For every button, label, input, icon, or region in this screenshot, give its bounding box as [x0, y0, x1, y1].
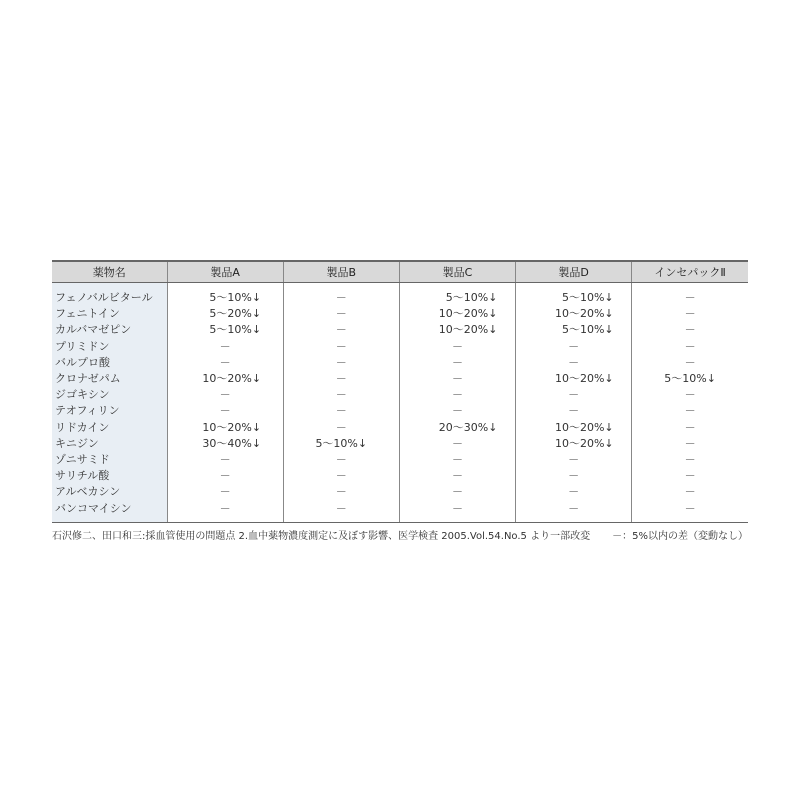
cell-value: －	[451, 339, 463, 353]
drug-name-cell: フェニトイン	[52, 305, 167, 321]
product-b-cell	[283, 467, 399, 483]
cell-value: －	[568, 485, 580, 499]
product-d-cell	[516, 283, 632, 306]
cell-value: 10～20%↓	[554, 420, 614, 434]
table-header-row	[52, 261, 748, 283]
cell-value: －	[451, 372, 463, 386]
cell-value: －	[219, 485, 231, 499]
drug-name-cell: フェノバルビタール	[52, 283, 167, 306]
cell-value: －	[451, 501, 463, 515]
product-d-cell	[516, 305, 632, 321]
cell-value: 5～10%↓	[209, 323, 262, 337]
product-a-cell	[167, 451, 283, 467]
cell-value: －	[335, 291, 347, 305]
cell-value: －	[451, 469, 463, 483]
product-a-cell	[167, 370, 283, 386]
product-d-cell	[516, 386, 632, 402]
product-b-cell	[283, 402, 399, 418]
cell-value: －	[684, 501, 696, 515]
header-product-a: 製品A	[167, 261, 283, 283]
cell-value: 5～20%↓	[209, 307, 262, 321]
cell-value: －	[219, 388, 231, 402]
cell-value: 5～10%↓	[445, 291, 498, 305]
product-a-cell	[167, 467, 283, 483]
product-b-cell	[283, 451, 399, 467]
product-c-cell	[399, 483, 515, 499]
cell-value: －	[568, 355, 580, 369]
cell-value: －	[335, 355, 347, 369]
product-a-cell	[167, 338, 283, 354]
product-d-cell	[516, 354, 632, 370]
cell-value: －	[335, 372, 347, 386]
insepak-cell	[632, 435, 748, 451]
table-row	[52, 305, 748, 321]
product-b-cell	[283, 321, 399, 337]
insepak-cell	[632, 419, 748, 435]
cell-value: －	[684, 291, 696, 305]
cell-value: －	[684, 307, 696, 321]
product-a-cell	[167, 386, 283, 402]
product-d-cell	[516, 321, 632, 337]
cell-value: 5～10%↓	[315, 436, 368, 450]
insepak-cell	[632, 321, 748, 337]
header-insepak: インセパックⅡ	[632, 261, 748, 283]
product-a-cell	[167, 419, 283, 435]
cell-value: －	[684, 452, 696, 466]
product-c-cell	[399, 451, 515, 467]
cell-value: －	[335, 323, 347, 337]
cell-value: －	[684, 469, 696, 483]
insepak-cell	[632, 483, 748, 499]
cell-value: －	[335, 388, 347, 402]
product-d-cell	[516, 419, 632, 435]
cell-value: －	[684, 355, 696, 369]
cell-value: －	[335, 307, 347, 321]
table-row	[52, 419, 748, 435]
product-b-cell	[283, 338, 399, 354]
product-d-cell	[516, 483, 632, 499]
source-citation: 石沢修二、田口和三:採血管使用の問題点 2.血中薬物濃度測定に及ぼす影響、医学検査 2005.Vol.54.No.5 より一部改変	[52, 531, 591, 542]
header-product-d: 製品D	[516, 261, 632, 283]
cell-value: －	[684, 404, 696, 418]
product-a-cell	[167, 402, 283, 418]
cell-value: －	[684, 388, 696, 402]
product-b-cell	[283, 499, 399, 522]
cell-value: 10～20%↓	[202, 420, 262, 434]
cell-value: －	[451, 404, 463, 418]
cell-value: －	[568, 388, 580, 402]
cell-value: 30～40%↓	[202, 436, 262, 450]
cell-value: －	[335, 404, 347, 418]
product-a-cell	[167, 435, 283, 451]
product-a-cell	[167, 321, 283, 337]
cell-value: －	[219, 355, 231, 369]
table-row	[52, 451, 748, 467]
product-c-cell	[399, 370, 515, 386]
cell-value: －	[335, 339, 347, 353]
table-row	[52, 435, 748, 451]
insepak-cell	[632, 402, 748, 418]
table-row	[52, 386, 748, 402]
insepak-cell	[632, 499, 748, 522]
product-c-cell	[399, 435, 515, 451]
cell-value: －	[451, 452, 463, 466]
cell-value: －	[219, 469, 231, 483]
table-row	[52, 283, 748, 306]
product-c-cell	[399, 354, 515, 370]
cell-value: －	[335, 485, 347, 499]
cell-value: 10～20%↓	[202, 372, 262, 386]
cell-value: －	[451, 355, 463, 369]
cell-value: －	[335, 469, 347, 483]
drug-name-cell: バルプロ酸	[52, 354, 167, 370]
table-row	[52, 499, 748, 522]
cell-value: －	[219, 404, 231, 418]
product-d-cell	[516, 435, 632, 451]
product-c-cell	[399, 419, 515, 435]
cell-value: －	[335, 452, 347, 466]
drug-name-cell: プリミドン	[52, 338, 167, 354]
product-b-cell	[283, 435, 399, 451]
product-a-cell	[167, 305, 283, 321]
table-row	[52, 467, 748, 483]
cell-value: －	[684, 436, 696, 450]
product-a-cell	[167, 499, 283, 522]
cell-value: 10～20%↓	[554, 307, 614, 321]
cell-value: －	[568, 452, 580, 466]
product-c-cell	[399, 386, 515, 402]
cell-value: 5～10%↓	[664, 372, 716, 386]
drug-name-cell: サリチル酸	[52, 467, 167, 483]
insepak-cell	[632, 305, 748, 321]
table-row	[52, 370, 748, 386]
cell-value: －	[568, 404, 580, 418]
cell-value: －	[684, 420, 696, 434]
cell-value: －	[335, 501, 347, 515]
cell-value: 10～20%↓	[554, 372, 614, 386]
product-c-cell	[399, 402, 515, 418]
table-row	[52, 321, 748, 337]
cell-value: 5～10%↓	[561, 323, 614, 337]
drug-name-cell: アルベカシン	[52, 483, 167, 499]
drug-name-cell: テオフィリン	[52, 402, 167, 418]
product-d-cell	[516, 338, 632, 354]
drug-name-cell: ゾニサミド	[52, 451, 167, 467]
product-d-cell	[516, 451, 632, 467]
product-c-cell	[399, 467, 515, 483]
drug-name-cell: キニジン	[52, 435, 167, 451]
cell-value: 10～20%↓	[438, 307, 498, 321]
cell-value: 5～10%↓	[209, 291, 262, 305]
cell-value: 20～30%↓	[438, 420, 498, 434]
drug-name-cell: バンコマイシン	[52, 499, 167, 522]
product-a-cell	[167, 483, 283, 499]
product-b-cell	[283, 305, 399, 321]
table-row	[52, 483, 748, 499]
cell-value: －	[568, 339, 580, 353]
header-product-c: 製品C	[399, 261, 515, 283]
product-c-cell	[399, 338, 515, 354]
product-b-cell	[283, 354, 399, 370]
product-c-cell	[399, 321, 515, 337]
cell-value: －	[219, 339, 231, 353]
product-d-cell	[516, 467, 632, 483]
legend-note: －：5%以内の差（変動なし）	[612, 531, 748, 542]
cell-value: －	[684, 339, 696, 353]
insepak-cell	[632, 283, 748, 306]
table-row	[52, 354, 748, 370]
insepak-cell	[632, 370, 748, 386]
cell-value: －	[219, 501, 231, 515]
cell-value: －	[684, 485, 696, 499]
product-c-cell	[399, 283, 515, 306]
cell-value: 5～10%↓	[561, 291, 614, 305]
product-a-cell	[167, 283, 283, 306]
product-b-cell	[283, 419, 399, 435]
cell-value: －	[335, 420, 347, 434]
table-row	[52, 338, 748, 354]
drug-name-cell: リドカイン	[52, 419, 167, 435]
product-c-cell	[399, 305, 515, 321]
header-product-b: 製品B	[283, 261, 399, 283]
cell-value: －	[451, 436, 463, 450]
product-a-cell	[167, 354, 283, 370]
drug-name-cell: クロナゼパム	[52, 370, 167, 386]
insepak-cell	[632, 451, 748, 467]
drug-name-cell: カルバマゼピン	[52, 321, 167, 337]
table-row	[52, 402, 748, 418]
product-b-cell	[283, 483, 399, 499]
cell-value: －	[684, 323, 696, 337]
insepak-cell	[632, 467, 748, 483]
insepak-cell	[632, 338, 748, 354]
product-b-cell	[283, 370, 399, 386]
product-b-cell	[283, 386, 399, 402]
cell-value: 10～20%↓	[438, 323, 498, 337]
cell-value: －	[568, 501, 580, 515]
product-d-cell	[516, 499, 632, 522]
cell-value: 10～20%↓	[554, 436, 614, 450]
cell-value: －	[451, 485, 463, 499]
drug-interference-table	[52, 260, 748, 523]
cell-value: －	[451, 388, 463, 402]
product-c-cell	[399, 499, 515, 522]
cell-value: －	[568, 469, 580, 483]
product-d-cell	[516, 370, 632, 386]
insepak-cell	[632, 354, 748, 370]
header-drug-name: 薬物名	[52, 261, 167, 283]
insepak-cell	[632, 386, 748, 402]
product-b-cell	[283, 283, 399, 306]
drug-name-cell: ジゴキシン	[52, 386, 167, 402]
cell-value: －	[219, 452, 231, 466]
product-d-cell	[516, 402, 632, 418]
